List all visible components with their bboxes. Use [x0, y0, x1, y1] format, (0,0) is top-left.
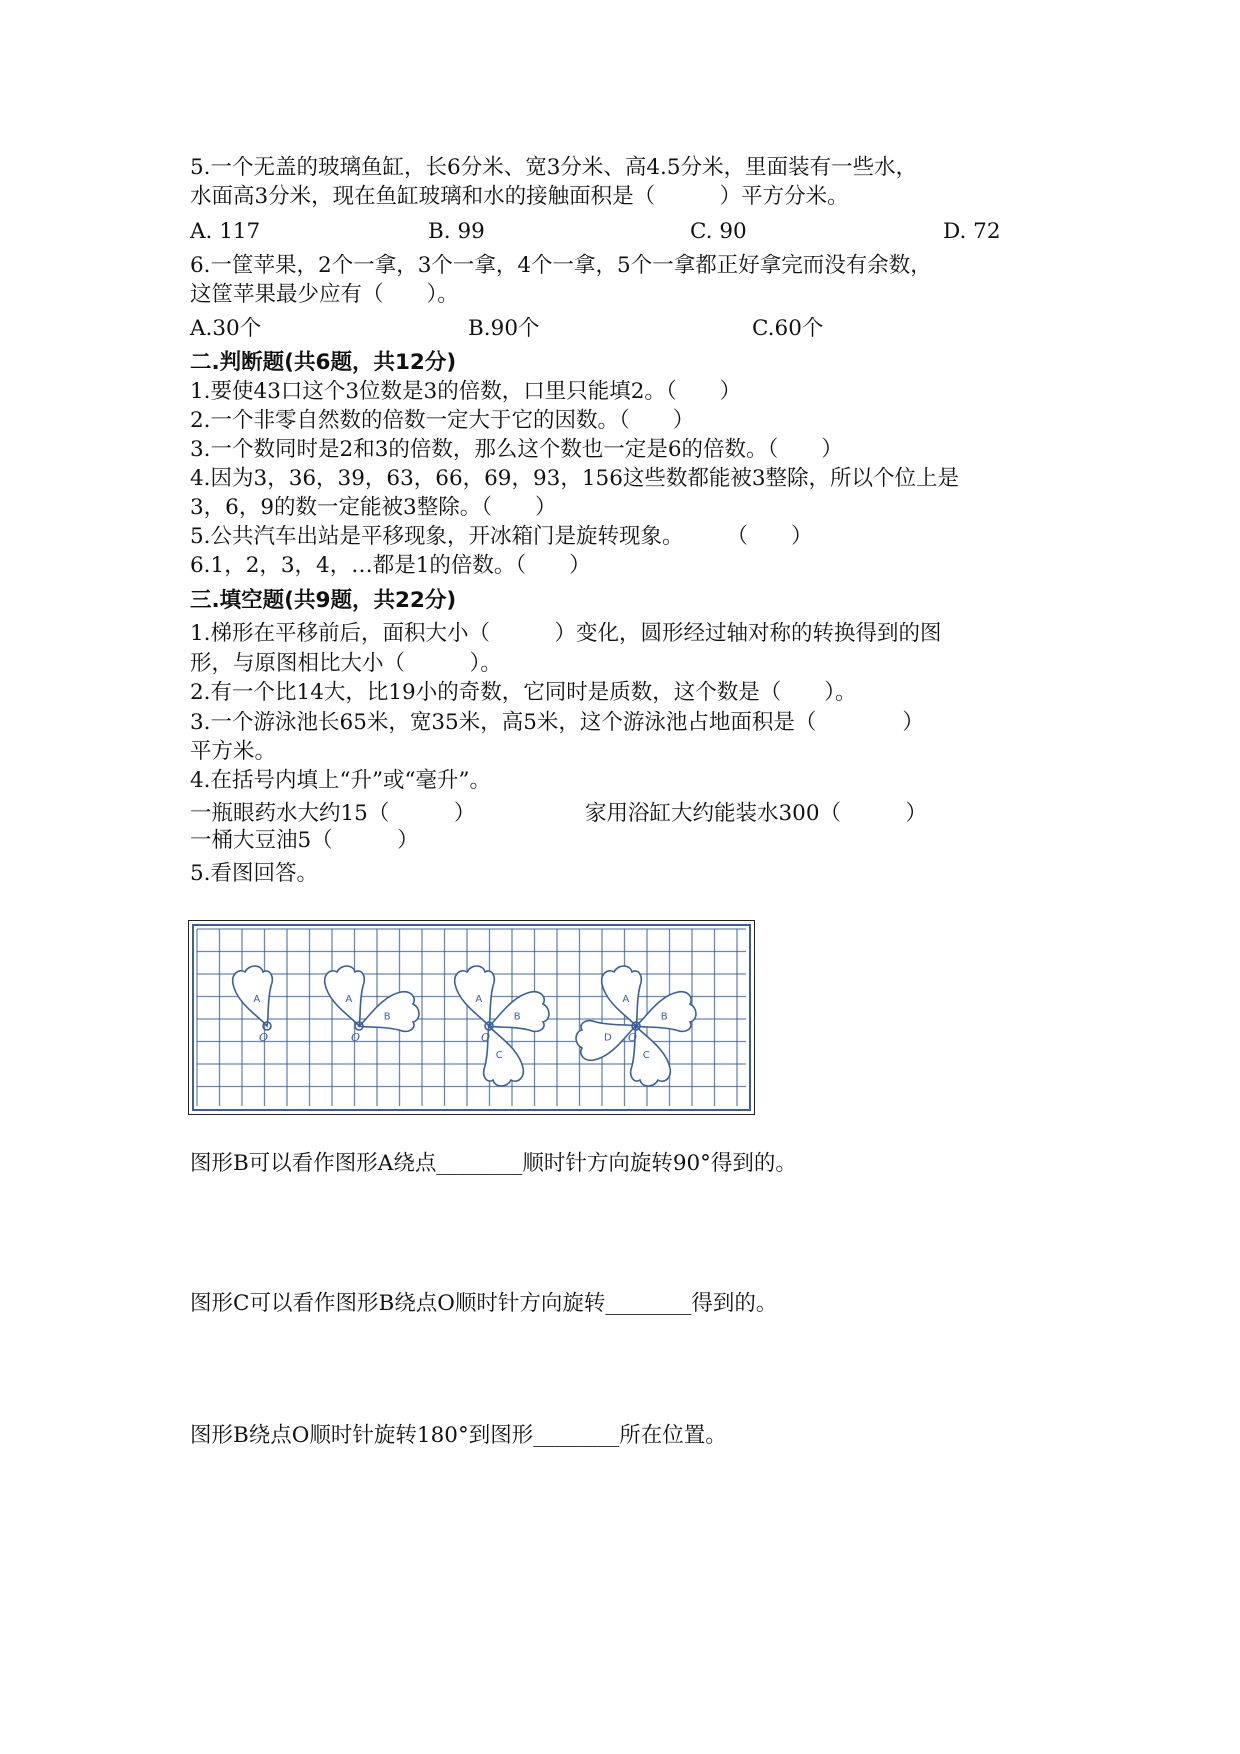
mc-q5-option-a: A. 117 — [190, 219, 261, 244]
petal-label-b: B — [660, 1011, 668, 1023]
sub-question-3: 图形B绕点O顺时针旋转180°到图形________所在位置。 — [190, 1423, 727, 1448]
petal-label-b: B — [513, 1011, 521, 1023]
fill-item-5: 5.看图回答。 — [190, 861, 319, 886]
judge-item-1: 1.要使43口这个3位数是3的倍数，口里只能填2。（ ） — [190, 379, 742, 404]
fill-item-4-a: 一瓶眼药水大约15（ ） — [190, 801, 476, 826]
judge-item-3: 3.一个数同时是2和3的倍数，那么这个数也一定是6的倍数。（ ） — [190, 437, 843, 462]
petal-label-a: A — [253, 993, 261, 1005]
section3-heading: 三.填空题(共9题，共22分) — [190, 588, 457, 613]
petal-label-a: A — [622, 993, 630, 1005]
judge-item-2: 2.一个非零自然数的倍数一定大于它的因数。（ ） — [190, 408, 695, 433]
fill-item-2: 2.有一个比14大，比19小的奇数，它同时是质数，这个数是（ ）。 — [190, 680, 857, 705]
judge-item-6: 6.1，2，3，4，…都是1的倍数。（ ） — [190, 553, 591, 578]
mc-q6-line1: 6.一筐苹果，2个一拿，3个一拿，4个一拿，5个一拿都正好拿完而没有余数， — [190, 253, 932, 278]
mc-q5-line2: 水面高3分米，现在鱼缸玻璃和水的接触面积是（ ）平方分米。 — [190, 184, 849, 209]
section2-heading: 二.判断题(共6题，共12分) — [190, 350, 457, 375]
petal-label-b: B — [383, 1011, 391, 1023]
petal-label-d: D — [603, 1032, 612, 1044]
fill-item-3-line1: 3.一个游泳池长65米，宽35米，高5米，这个游泳池占地面积是（ ） — [190, 710, 924, 735]
rotation-figure — [188, 920, 755, 1115]
mc-q6-option-c: C.60个 — [752, 316, 824, 341]
petal-label-a: A — [345, 993, 353, 1005]
mc-q5-option-d: D. 72 — [943, 219, 1001, 244]
fill-item-4-b: 家用浴缸大约能装水300（ ） — [585, 801, 928, 826]
mc-q5-option-b: B. 99 — [428, 219, 485, 244]
mc-q6-option-a: A.30个 — [190, 316, 262, 341]
mc-q6-line2: 这筐苹果最少应有（ ）。 — [190, 282, 459, 307]
point-o-label: O — [628, 1031, 638, 1044]
rotation-grid-svg — [189, 921, 754, 1114]
point-o-label: O — [351, 1031, 361, 1044]
petal-label-c: C — [642, 1050, 650, 1062]
judge-item-4-line2: 3，6，9的数一定能被3整除。（ ） — [190, 495, 557, 520]
petal-label-c: C — [495, 1050, 503, 1062]
judge-item-4-line1: 4.因为3，36，39，63，66，69，93，156这些数都能被3整除，所以个位上是 — [190, 466, 960, 491]
fill-item-4-c: 一桶大豆油5（ ） — [190, 828, 419, 853]
sub-question-2: 图形C可以看作图形B绕点O顺时针方向旋转________得到的。 — [190, 1291, 778, 1316]
fill-item-3-line2: 平方米。 — [190, 739, 277, 764]
point-o-label: O — [481, 1031, 491, 1044]
fill-item-1-line1: 1.梯形在平移前后，面积大小（ ）变化，圆形经过轴对称的转换得到的图 — [190, 621, 942, 646]
mc-q5-option-c: C. 90 — [690, 219, 747, 244]
mc-q6-option-b: B.90个 — [468, 316, 540, 341]
fill-item-4: 4.在括号内填上“升”或“毫升”。 — [190, 768, 491, 793]
point-o-label: O — [259, 1031, 269, 1044]
judge-item-5: 5.公共汽车出站是平移现象，开冰箱门是旋转现象。 （ ） — [190, 524, 813, 549]
fill-item-1-line2: 形，与原图相比大小（ ）。 — [190, 651, 502, 676]
mc-q5-line1: 5.一个无盖的玻璃鱼缸，长6分米、宽3分米、高4.5分米，里面装有一些水， — [190, 155, 918, 180]
sub-question-1: 图形B可以看作图形A绕点________顺时针方向旋转90°得到的。 — [190, 1151, 797, 1176]
petal-label-a: A — [475, 993, 483, 1005]
